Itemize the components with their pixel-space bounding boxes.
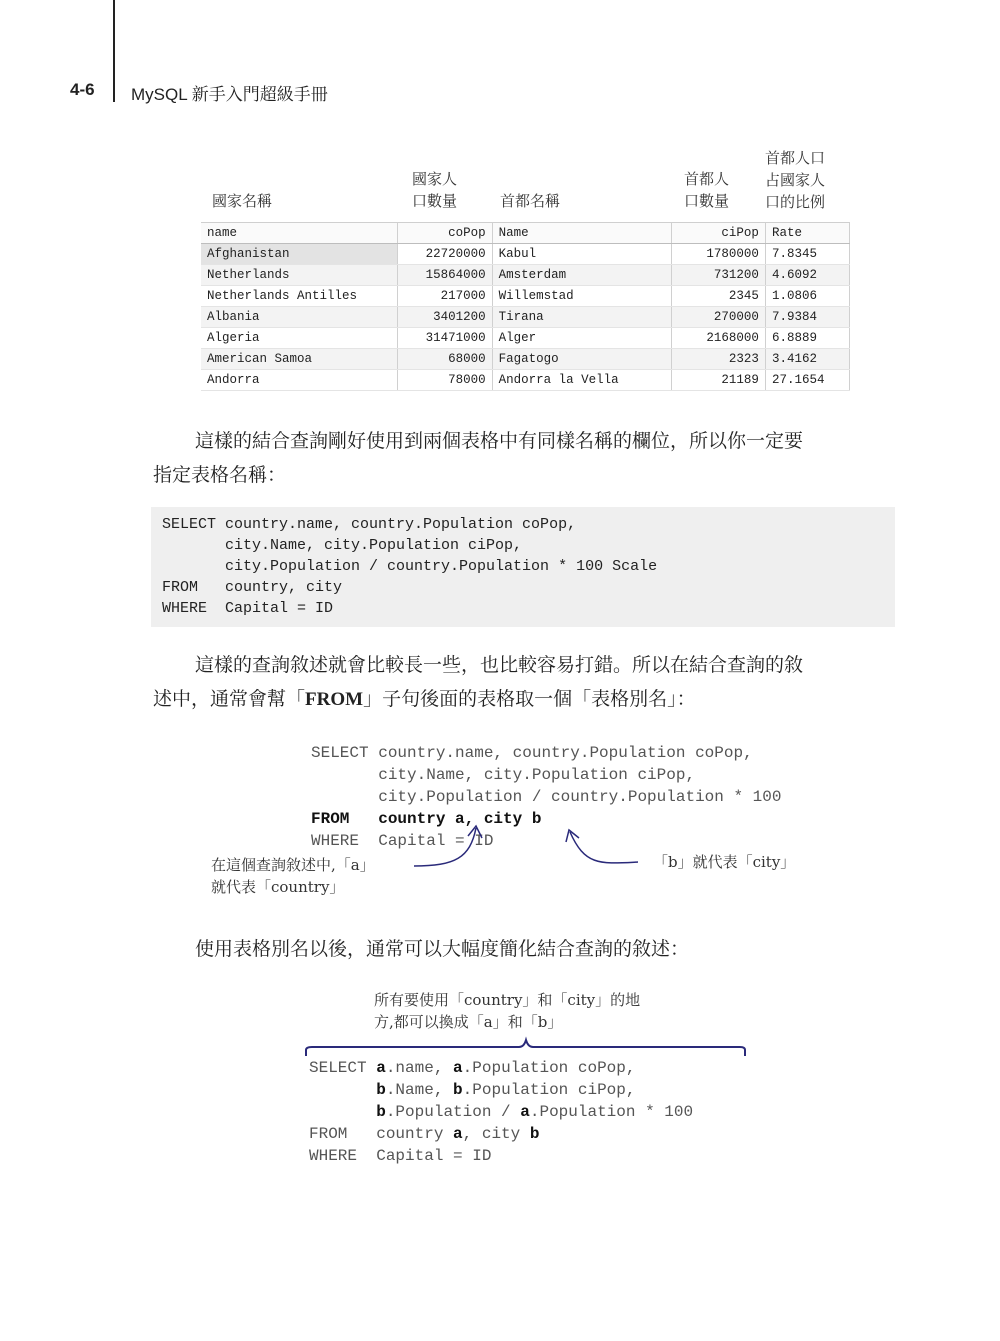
cell-cipop[interactable]: 731200 [671, 265, 765, 286]
code-text: .Population coPop, [462, 1059, 636, 1077]
paragraph-line: 指定表格名稱： [153, 464, 287, 486]
code-line: WHERE Capital = ID [162, 600, 334, 617]
cell-name[interactable]: Andorra [201, 370, 398, 391]
paragraph-text: 這樣的查詢敘述就會比較長一些，也比較容易打錯。所以在結合查詢的敘 [195, 654, 804, 676]
paragraph-text: 使用表格別名以後，通常可以大幅度簡化結合查詢的敘述： [195, 938, 690, 960]
curly-brace [306, 1040, 745, 1056]
code-text: .Population ciPop, [462, 1081, 636, 1099]
column-header-copop[interactable]: coPop [398, 223, 492, 244]
code-text: .Population * 100 [529, 1103, 694, 1121]
code-text: , city [462, 1125, 530, 1143]
cell-rate[interactable]: 7.8345 [765, 244, 849, 265]
annotation-line: 口數量 [684, 192, 730, 210]
column-header-capital-name[interactable]: Name [492, 223, 671, 244]
cell-cipop[interactable]: 270000 [671, 307, 765, 328]
paragraph-text: 」子句後面的表格取一個「表格別名」： [363, 688, 696, 710]
cell-capital-name[interactable]: Andorra la Vella [492, 370, 671, 391]
cell-copop[interactable]: 78000 [398, 370, 492, 391]
annotation-line: 口數量 [412, 192, 458, 210]
cell-rate[interactable]: 4.6092 [765, 265, 849, 286]
cell-name[interactable]: Netherlands Antilles [201, 286, 398, 307]
code-line: WHERE Capital = ID [311, 832, 494, 850]
note-line: 就代表「country」 [211, 878, 345, 896]
page-number: 4-6 [70, 80, 95, 99]
cell-cipop[interactable]: 2323 [671, 349, 765, 370]
code-keyword: FROM [311, 810, 350, 828]
code-text: .Name, [385, 1081, 454, 1099]
arrow-to-alias-b [570, 832, 638, 863]
code-text: .Population / [385, 1103, 521, 1121]
cell-name[interactable]: American Samoa [201, 349, 398, 370]
from-keyword: FROM [305, 689, 364, 710]
alias-b: b [376, 1081, 386, 1099]
cell-name[interactable]: Albania [201, 307, 398, 328]
alias-a: a [453, 1059, 463, 1077]
cell-rate[interactable]: 3.4162 [765, 349, 849, 370]
cell-rate[interactable]: 27.1654 [765, 370, 849, 391]
column-header-name[interactable]: name [201, 223, 398, 244]
code-line: city.Population / country.Population * 100 Scale [162, 558, 658, 575]
annotation-line: 口的比例 [765, 193, 826, 211]
alias-b: b [376, 1103, 386, 1121]
alias-a: a [520, 1103, 530, 1121]
column-header-rate[interactable]: Rate [765, 223, 849, 244]
code-text: country a, city b [349, 810, 542, 828]
cell-rate[interactable]: 1.0806 [765, 286, 849, 307]
note-alias-b: 「b」就代表「city」 [653, 853, 796, 871]
cell-rate[interactable]: 7.9384 [765, 307, 849, 328]
cell-cipop[interactable]: 2345 [671, 286, 765, 307]
annotation-line: 首都人 [684, 170, 730, 188]
arrow-to-alias-a [414, 828, 476, 866]
cell-cipop[interactable]: 1780000 [671, 244, 765, 265]
cell-copop[interactable]: 22720000 [398, 244, 492, 265]
annotation-line: 占國家人 [765, 171, 826, 189]
cell-copop[interactable]: 217000 [398, 286, 492, 307]
code-line: city.Population / country.Population * 100 [311, 788, 782, 806]
annotation-capital-name: 首都名稱 [500, 192, 561, 210]
book-title: MySQL 新手入門超級手冊 [131, 85, 328, 104]
code-line: SELECT country.name, country.Population coPop, [311, 744, 753, 762]
code-text: .name, [385, 1059, 454, 1077]
cell-copop[interactable]: 31471000 [398, 328, 492, 349]
cell-capital-name[interactable]: Tirana [492, 307, 671, 328]
annotation-line: 首都人口 [765, 149, 826, 167]
cell-cipop[interactable]: 2168000 [671, 328, 765, 349]
alias-a: a [453, 1125, 463, 1143]
alias-b: b [529, 1125, 540, 1143]
cell-name[interactable]: Algeria [201, 328, 398, 349]
annotation-line: 國家人 [412, 170, 458, 188]
cell-capital-name[interactable]: Willemstad [492, 286, 671, 307]
cell-rate[interactable]: 6.8889 [765, 328, 849, 349]
paragraph-text: 述中，通常會幫「 [153, 688, 306, 710]
alias-b: b [453, 1081, 463, 1099]
alias-a: a [376, 1059, 386, 1077]
code-text: country [376, 1125, 454, 1143]
cell-cipop[interactable]: 21189 [671, 370, 765, 391]
cell-capital-name[interactable]: Alger [492, 328, 671, 349]
note-line: 在這個查詢敘述中,「a」 [211, 856, 375, 874]
code-line: city.Name, city.Population ciPop, [162, 537, 523, 554]
code-text: SELECT [309, 1059, 377, 1077]
cell-copop[interactable]: 3401200 [398, 307, 492, 328]
cell-name[interactable]: Afghanistan [201, 244, 398, 265]
column-header-cipop[interactable]: ciPop [671, 223, 765, 244]
note-line: 所有要使用「country」和「city」的地 [374, 991, 641, 1009]
cell-capital-name[interactable]: Fagatogo [492, 349, 671, 370]
cell-copop[interactable]: 68000 [398, 349, 492, 370]
cell-copop[interactable]: 15864000 [398, 265, 492, 286]
code-text: FROM [309, 1125, 377, 1143]
code-text: WHERE Capital = ID [309, 1147, 492, 1165]
cell-capital-name[interactable]: Kabul [492, 244, 671, 265]
cell-capital-name[interactable]: Amsterdam [492, 265, 671, 286]
code-line: FROM country, city [162, 579, 343, 596]
annotation-country-name: 國家名稱 [212, 192, 273, 210]
note-line: 方,都可以換成「a」和「b」 [374, 1013, 563, 1031]
cell-name[interactable]: Netherlands [201, 265, 398, 286]
code-line: city.Name, city.Population ciPop, [311, 766, 696, 784]
paragraph-text: 這樣的結合查詢剛好使用到兩個表格中有同樣名稱的欄位，所以你一定要 [195, 430, 804, 452]
code-line: SELECT country.name, country.Population coPop, [162, 516, 577, 533]
